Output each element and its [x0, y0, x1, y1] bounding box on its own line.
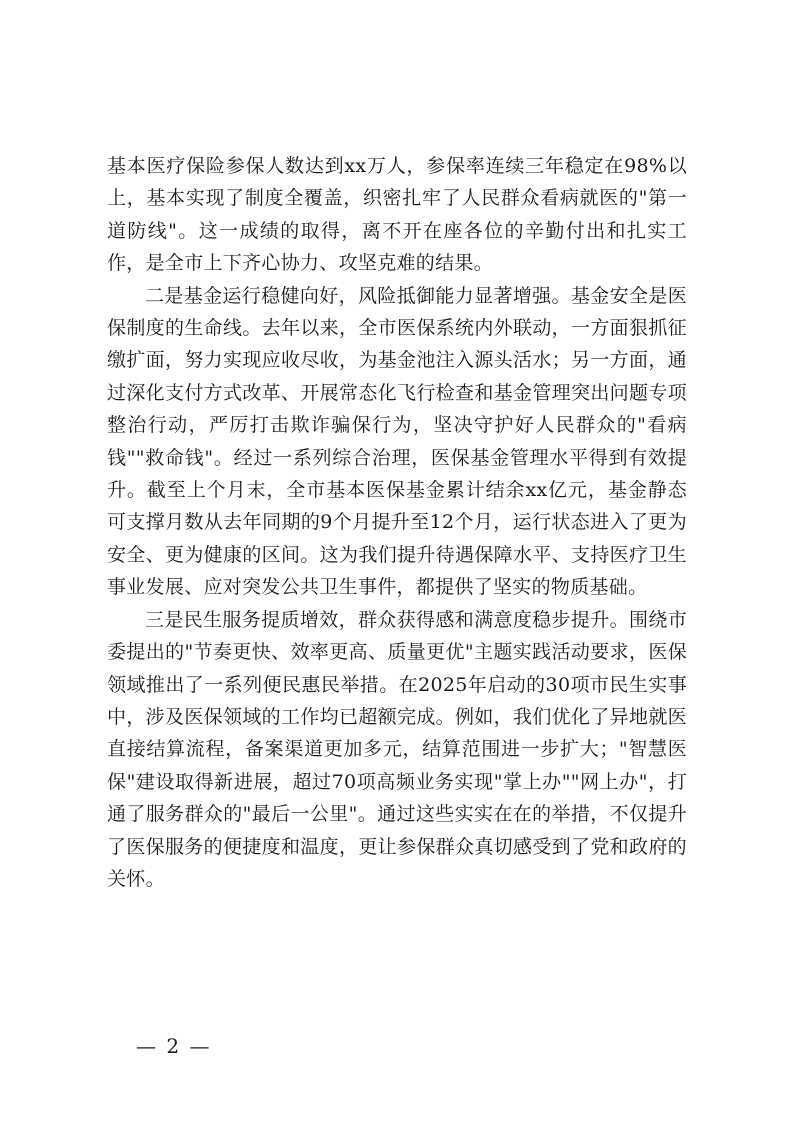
document-body	[107, 150, 687, 895]
paragraph-livelihood-services: 三是民生服务提质增效，群众获得感和满意度稳步提升。围绕市委提出的"节奏更快、效率更高、质量更优"主题实践活动要求，医保领域推出了一系列便民惠民举措。在2025年启动的30项市民生实事中，涉及医保领域的工作均已超额完成。例如，我们优化了异地就医直接结算流程，备案渠道更加多元，结算范围进一步扩大；"智慧医保"建设取得新进展，超过70项高频业务实现"掌上办""网上办"，打通了服务群众的"最后一公里"。通过这些实实在在的举措，不仅提升了医保服务的便捷度和温度，更让参保群众真切感受到了党和政府的关怀。	[107, 608, 687, 890]
paragraph-fund-operation: 二是基金运行稳健向好，风险抵御能力显著增强。基金安全是医保制度的生命线。去年以来，全市医保系统内外联动，一方面狠抓征缴扩面，努力实现应收尽收，为基金池注入源头活水；另一方面，通过深化支付方式改革、开展常态化飞行检查和基金管理突出问题专项整治行动，严厉打击欺诈骗保行为，坚决守护好人民群众的"看病钱""救命钱"。经过一系列综合治理，医保基金管理水平得到有效提升。截至上个月末，全市基本医保基金累计结余xx亿元，基金静态可支撑月数从去年同期的9个月提升至12个月，运行状态进入了更为安全、更为健康的区间。这为我们提升待遇保障水平、支持医疗卫生事业发展、应对突发公共卫生事件，都提供了坚实的物质基础。	[107, 284, 687, 599]
paragraph-insured-coverage: 基本医疗保险参保人数达到xx万人，参保率连续三年稳定在98%以上，基本实现了制度全覆盖，织密扎牢了人民群众看病就医的"第一道防线"。这一成绩的取得，离不开在座各位的辛勤付出和扎实工作，是全市上下齐心协力、攻坚克难的结果。	[107, 155, 687, 275]
page-number: — 2 —	[136, 1034, 212, 1058]
